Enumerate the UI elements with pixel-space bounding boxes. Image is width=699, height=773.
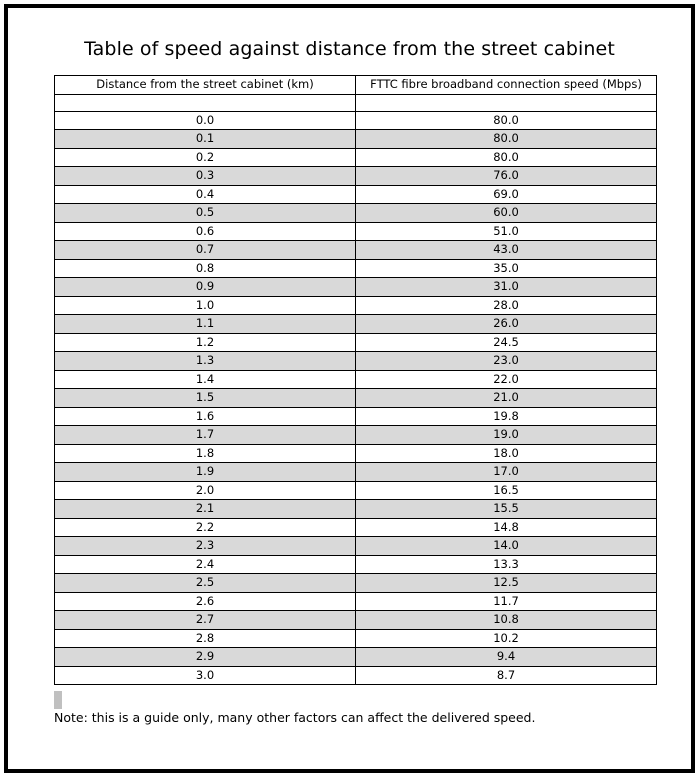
speed-cell: 19.8 <box>356 407 657 426</box>
distance-cell: 1.7 <box>55 426 356 445</box>
table-row <box>55 296 657 315</box>
table-row <box>55 315 657 334</box>
table-row <box>55 407 657 426</box>
table-row <box>55 241 657 260</box>
table-row <box>55 222 657 241</box>
table-row <box>55 148 657 167</box>
blank-cell <box>356 94 657 111</box>
table-body <box>55 94 657 685</box>
speed-cell: 43.0 <box>356 241 657 260</box>
table-row <box>55 111 657 130</box>
table-row <box>55 481 657 500</box>
table-row <box>55 666 657 685</box>
table-row <box>55 333 657 352</box>
table-row <box>55 648 657 667</box>
speed-cell: 13.3 <box>356 555 657 574</box>
distance-cell: 1.4 <box>55 370 356 389</box>
column-header-speed: FTTC fibre broadband connection speed (Mbps) <box>356 76 657 95</box>
page-title: Table of speed against distance from the street cabinet <box>84 38 615 60</box>
distance-cell: 2.3 <box>55 537 356 556</box>
distance-cell: 2.4 <box>55 555 356 574</box>
speed-cell: 19.0 <box>356 426 657 445</box>
document-frame <box>4 4 695 773</box>
speed-cell: 23.0 <box>356 352 657 371</box>
speed-cell: 11.7 <box>356 592 657 611</box>
table-row <box>55 204 657 223</box>
table-row <box>55 259 657 278</box>
speed-cell: 9.4 <box>356 648 657 667</box>
speed-cell: 16.5 <box>356 481 657 500</box>
footnote: Note: this is a guide only, many other factors can affect the delivered speed. <box>54 710 536 725</box>
speed-cell: 14.8 <box>356 518 657 537</box>
distance-cell: 2.8 <box>55 629 356 648</box>
table-row <box>55 463 657 482</box>
distance-cell: 2.9 <box>55 648 356 667</box>
table-row <box>55 444 657 463</box>
table-row <box>55 629 657 648</box>
speed-cell: 8.7 <box>356 666 657 685</box>
speed-cell: 21.0 <box>356 389 657 408</box>
table-row <box>55 426 657 445</box>
speed-cell: 80.0 <box>356 111 657 130</box>
speed-cell: 17.0 <box>356 463 657 482</box>
distance-cell: 1.0 <box>55 296 356 315</box>
distance-cell: 0.7 <box>55 241 356 260</box>
speed-cell: 80.0 <box>356 130 657 149</box>
table-row <box>55 537 657 556</box>
table-row <box>55 278 657 297</box>
speed-cell: 28.0 <box>356 296 657 315</box>
table-row <box>55 555 657 574</box>
speed-cell: 10.8 <box>356 611 657 630</box>
distance-cell: 0.2 <box>55 148 356 167</box>
distance-cell: 1.1 <box>55 315 356 334</box>
speed-cell: 80.0 <box>356 148 657 167</box>
table-row <box>55 500 657 519</box>
speed-cell: 51.0 <box>356 222 657 241</box>
speed-cell: 31.0 <box>356 278 657 297</box>
distance-cell: 1.9 <box>55 463 356 482</box>
blank-cell <box>55 94 356 111</box>
distance-cell: 2.6 <box>55 592 356 611</box>
speed-distance-table <box>54 75 657 685</box>
table-row <box>55 389 657 408</box>
distance-cell: 1.3 <box>55 352 356 371</box>
paragraph-marker <box>54 691 62 709</box>
distance-cell: 0.9 <box>55 278 356 297</box>
distance-cell: 2.2 <box>55 518 356 537</box>
speed-cell: 26.0 <box>356 315 657 334</box>
distance-cell: 0.8 <box>55 259 356 278</box>
distance-cell: 2.1 <box>55 500 356 519</box>
speed-cell: 60.0 <box>356 204 657 223</box>
distance-cell: 0.3 <box>55 167 356 186</box>
distance-cell: 0.6 <box>55 222 356 241</box>
table-header-row <box>55 76 657 95</box>
table-row <box>55 352 657 371</box>
table-row <box>55 167 657 186</box>
blank-row <box>55 94 657 111</box>
table-row <box>55 370 657 389</box>
distance-cell: 2.7 <box>55 611 356 630</box>
distance-cell: 1.6 <box>55 407 356 426</box>
distance-cell: 1.2 <box>55 333 356 352</box>
distance-cell: 0.5 <box>55 204 356 223</box>
distance-cell: 3.0 <box>55 666 356 685</box>
table-row <box>55 185 657 204</box>
speed-cell: 22.0 <box>356 370 657 389</box>
speed-cell: 12.5 <box>356 574 657 593</box>
speed-cell: 15.5 <box>356 500 657 519</box>
speed-cell: 14.0 <box>356 537 657 556</box>
speed-cell: 35.0 <box>356 259 657 278</box>
distance-cell: 1.5 <box>55 389 356 408</box>
speed-cell: 10.2 <box>356 629 657 648</box>
table-row <box>55 518 657 537</box>
column-header-distance: Distance from the street cabinet (km) <box>55 76 356 95</box>
table-row <box>55 611 657 630</box>
table-row <box>55 130 657 149</box>
speed-cell: 18.0 <box>356 444 657 463</box>
distance-cell: 0.4 <box>55 185 356 204</box>
distance-cell: 0.0 <box>55 111 356 130</box>
speed-cell: 76.0 <box>356 167 657 186</box>
distance-cell: 1.8 <box>55 444 356 463</box>
speed-cell: 69.0 <box>356 185 657 204</box>
distance-cell: 2.0 <box>55 481 356 500</box>
distance-cell: 2.5 <box>55 574 356 593</box>
table-row <box>55 574 657 593</box>
distance-cell: 0.1 <box>55 130 356 149</box>
table-row <box>55 592 657 611</box>
speed-cell: 24.5 <box>356 333 657 352</box>
